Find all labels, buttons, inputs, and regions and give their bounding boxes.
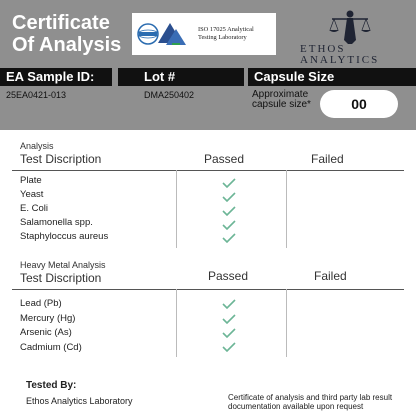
check-icon	[222, 342, 236, 352]
heavy-metal-column-divider-1	[176, 289, 177, 357]
capsule-size-description	[252, 90, 311, 110]
analysis-item: Yeast	[20, 189, 44, 200]
analysis-header-divider	[12, 170, 404, 171]
heavy-metal-section-label: Heavy Metal Analysis	[20, 260, 106, 270]
title-line-2: Of Analysis	[12, 34, 122, 56]
lot-label: Lot #	[118, 68, 244, 86]
tested-by-label: Tested By:	[26, 380, 77, 391]
analysis-item: Salamonella spp.	[20, 217, 93, 228]
capsule-desc-line-1: Approximate	[252, 89, 309, 100]
analysis-item: Staphyloccus aureus	[20, 231, 109, 242]
analysis-column-divider-2	[286, 170, 287, 248]
check-icon	[222, 192, 236, 202]
analysis-section-label: Analysis	[20, 141, 54, 151]
heavy-metal-col-failed: Failed	[314, 269, 347, 283]
heavy-metal-col-test: Test Discription	[20, 271, 102, 285]
accreditation-text	[198, 26, 254, 42]
capsule-size-value: 00	[320, 90, 398, 118]
analysis-column-divider-1	[176, 170, 177, 248]
heavy-metal-item: Cadmium (Cd)	[20, 342, 82, 353]
check-icon	[222, 314, 236, 324]
capsule-size-label: Capsule Size	[248, 68, 416, 86]
check-icon	[222, 233, 236, 243]
check-icon	[222, 206, 236, 216]
analysis-item: Plate	[20, 175, 42, 186]
heavy-metal-column-divider-2	[286, 289, 287, 357]
check-icon	[222, 178, 236, 188]
check-icon	[222, 299, 236, 309]
heavy-metal-item: Lead (Pb)	[20, 298, 62, 309]
page-title	[12, 12, 121, 56]
analysis-item: E. Coli	[20, 203, 48, 214]
capsule-desc-line-2: capsule size*	[252, 99, 311, 110]
heavy-metal-item: Mercury (Hg)	[20, 313, 76, 324]
accreditation-line-2: Testing Laboratory	[198, 34, 247, 41]
heavy-metal-col-passed: Passed	[208, 269, 249, 283]
accreditation-logos-icon	[136, 19, 190, 49]
accreditation-badge	[132, 13, 276, 55]
check-icon	[222, 220, 236, 230]
analysis-col-test: Test Discription	[20, 152, 102, 166]
lab-name: Ethos Analytics Laboratory	[26, 396, 133, 406]
logo-name: ETHOS ANALYTICS	[300, 43, 380, 66]
header-panel	[0, 0, 416, 130]
analysis-col-passed: Passed	[204, 152, 245, 166]
documentation-note: Certificate of analysis and third party lab result documentation available upon request	[228, 393, 393, 411]
lot-value: DMA250402	[144, 90, 195, 100]
analysis-col-failed: Failed	[311, 152, 344, 166]
sample-id-label: EA Sample ID:	[0, 68, 112, 86]
accreditation-line-1: ISO 17025 Analytical	[198, 26, 254, 33]
sample-id-value: 25EA0421-013	[6, 90, 67, 100]
check-icon	[222, 328, 236, 338]
heavy-metal-header-divider	[12, 289, 404, 290]
title-line-1: Certificate	[12, 12, 110, 34]
heavy-metal-item: Arsenic (As)	[20, 327, 72, 338]
